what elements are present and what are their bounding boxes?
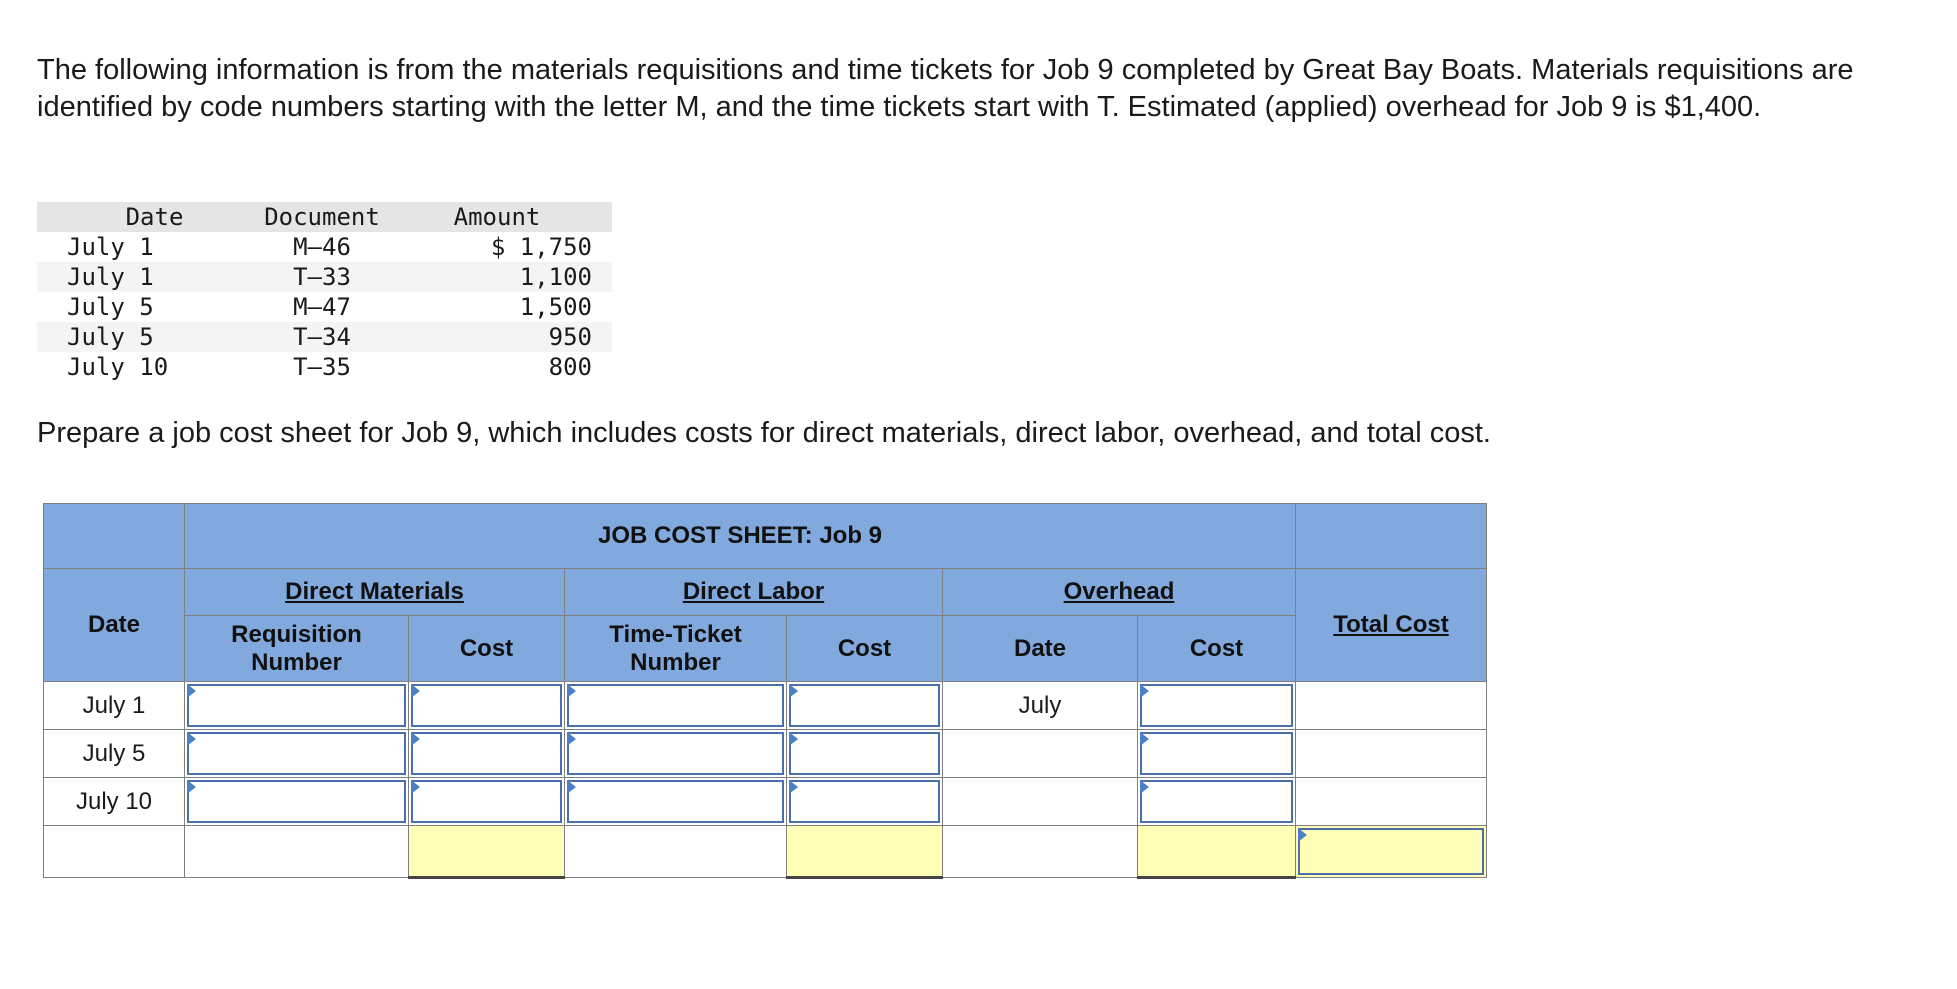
info-document: T–34 <box>293 323 351 351</box>
info-row <box>37 322 612 352</box>
overhead-date <box>943 730 1138 778</box>
labor-cost-cell <box>787 730 943 778</box>
info-document: T–35 <box>293 353 351 381</box>
header-blank-right <box>1296 504 1487 569</box>
info-document: M–47 <box>293 293 351 321</box>
info-row <box>37 232 612 262</box>
row-date: July 5 <box>44 730 185 778</box>
materials-cost-cell <box>409 730 565 778</box>
dropdown-marker-icon <box>1298 828 1307 842</box>
time-ticket-number-cell <box>565 730 787 778</box>
time-ticket-number-input[interactable] <box>567 684 784 727</box>
dropdown-marker-icon <box>567 684 576 698</box>
date-column-header: Date <box>44 569 185 682</box>
info-date: July 5 <box>67 293 154 321</box>
info-header-document: Document <box>264 203 380 231</box>
total-cost-input[interactable] <box>1298 828 1484 875</box>
time-ticket-number-cell <box>565 682 787 730</box>
info-header-amount: Amount <box>453 203 541 231</box>
info-amount: 1,100 <box>519 263 592 291</box>
requisition-number-cell <box>185 682 409 730</box>
labor-cost-input[interactable] <box>789 732 940 775</box>
materials-cost-cell <box>409 778 565 826</box>
time-ticket-number-input[interactable] <box>567 780 784 823</box>
materials-cost-header: Cost <box>409 616 565 682</box>
dropdown-marker-icon <box>411 684 420 698</box>
total-cost-header: Total Cost <box>1296 569 1487 682</box>
dropdown-marker-icon <box>187 732 196 746</box>
header-blank-left <box>44 504 185 569</box>
direct-materials-header: Direct Materials <box>185 569 565 616</box>
totals-ticket-blank <box>565 826 787 878</box>
sheet-row <box>44 778 1487 826</box>
dropdown-marker-icon <box>789 780 798 794</box>
overhead-date-header: Date <box>943 616 1138 682</box>
overhead-header: Overhead <box>943 569 1296 616</box>
time-ticket-number-input[interactable] <box>567 732 784 775</box>
info-amount: 1,500 <box>519 293 592 321</box>
info-row <box>37 262 612 292</box>
requisition-ticket-table <box>37 202 612 382</box>
info-date: July 1 <box>67 263 154 291</box>
overhead-cost-cell <box>1138 682 1296 730</box>
materials-cost-input[interactable] <box>411 780 562 823</box>
overhead-total-cell <box>1138 826 1296 878</box>
labor-cost-cell <box>787 682 943 730</box>
dropdown-marker-icon <box>1140 732 1149 746</box>
sheet-row <box>44 730 1487 778</box>
totals-row <box>44 826 1487 878</box>
total-cost-blank <box>1296 730 1487 778</box>
dropdown-marker-icon <box>1140 780 1149 794</box>
totals-requisition-blank <box>185 826 409 878</box>
row-date: July 1 <box>44 682 185 730</box>
info-amount: $ 1,750 <box>490 233 592 261</box>
requisition-number-cell <box>185 778 409 826</box>
task-prompt: Prepare a job cost sheet for Job 9, which includes costs for direct materials, direct labor, overhead, and total cost. <box>37 417 1491 449</box>
overhead-cost-input[interactable] <box>1140 732 1293 775</box>
requisition-number-input[interactable] <box>187 732 406 775</box>
info-row <box>37 352 612 382</box>
row-date: July 10 <box>44 778 185 826</box>
time-ticket-number-cell <box>565 778 787 826</box>
dropdown-marker-icon <box>1140 684 1149 698</box>
dropdown-marker-icon <box>567 780 576 794</box>
overhead-cost-cell <box>1138 778 1296 826</box>
dropdown-marker-icon <box>187 780 196 794</box>
info-date: July 5 <box>67 323 154 351</box>
materials-cost-input[interactable] <box>411 684 562 727</box>
requisition-number-header: Requisition Number <box>185 616 409 682</box>
overhead-date: July <box>943 682 1138 730</box>
info-date: July 10 <box>67 353 169 381</box>
dropdown-marker-icon <box>411 732 420 746</box>
labor-cost-cell <box>787 778 943 826</box>
totals-date-blank <box>44 826 185 878</box>
materials-total-cell <box>409 826 565 878</box>
materials-cost-cell <box>409 682 565 730</box>
job-cost-sheet <box>43 503 1487 879</box>
total-cost-blank <box>1296 682 1487 730</box>
info-row <box>37 292 612 322</box>
dropdown-marker-icon <box>567 732 576 746</box>
overhead-date <box>943 778 1138 826</box>
labor-total-cell <box>787 826 943 878</box>
overhead-cost-cell <box>1138 730 1296 778</box>
info-header-date: Date <box>125 203 184 231</box>
requisition-number-input[interactable] <box>187 684 406 727</box>
overhead-cost-input[interactable] <box>1140 780 1293 823</box>
dropdown-marker-icon <box>789 732 798 746</box>
sheet-title: JOB COST SHEET: Job 9 <box>185 504 1296 569</box>
direct-labor-header: Direct Labor <box>565 569 943 616</box>
intro-paragraph: The following information is from the materials requisitions and time tickets for Job 9 completed by Great Bay Boats. Materials requisitions are identified by code numbers starting with the letter M, and the time tickets start with T. Estimated (applied) overhead for Job 9 is $1,400. <box>37 54 1854 123</box>
labor-cost-header: Cost <box>787 616 943 682</box>
labor-cost-input[interactable] <box>789 780 940 823</box>
dropdown-marker-icon <box>411 780 420 794</box>
time-ticket-number-header: Time-Ticket Number <box>565 616 787 682</box>
info-amount: 950 <box>548 323 592 351</box>
overhead-cost-header: Cost <box>1138 616 1296 682</box>
info-amount: 800 <box>548 353 592 381</box>
info-document: M–46 <box>293 233 351 261</box>
sheet-row <box>44 682 1487 730</box>
total-cost-blank <box>1296 778 1487 826</box>
info-table-header <box>37 202 612 232</box>
requisition-number-input[interactable] <box>187 780 406 823</box>
materials-cost-input[interactable] <box>411 732 562 775</box>
labor-cost-input[interactable] <box>789 684 940 727</box>
info-document: T–33 <box>293 263 351 291</box>
dropdown-marker-icon <box>187 684 196 698</box>
info-date: July 1 <box>67 233 154 261</box>
total-cost-cell <box>1296 826 1487 878</box>
totals-overhead-date-blank <box>943 826 1138 878</box>
dropdown-marker-icon <box>789 684 798 698</box>
overhead-cost-input[interactable] <box>1140 684 1293 727</box>
requisition-number-cell <box>185 730 409 778</box>
